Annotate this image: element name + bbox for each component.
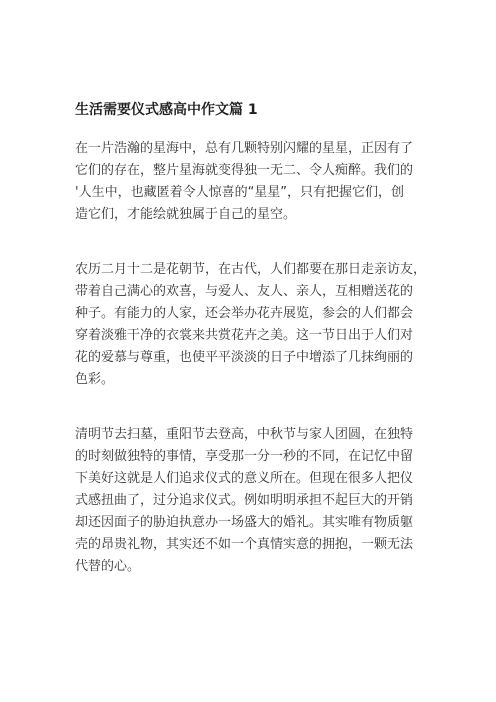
- paragraph-line: 下美好这就是人们追求仪式的意义所在。但现在很多人把仪: [75, 471, 414, 486]
- paragraph-line: 种子。有能力的人家，还会举办花卉展览，参会的人们都会: [75, 306, 414, 321]
- paragraph-line: 带着自己满心的欢喜，与爱人、友人、亲人，互相赠送花的: [75, 284, 414, 299]
- paragraph-line: 代替的心。: [75, 559, 141, 574]
- paragraph-line: 穿着淡雅干净的衣裳来共赏花卉之美。这一节日出于人们对: [75, 328, 414, 343]
- paragraph-line: 式感扭曲了，过分追求仪式。例如明明承担不起巨大的开销: [75, 493, 414, 508]
- paragraph-3: [75, 424, 435, 578]
- paragraph-2: [75, 259, 435, 391]
- paragraph-line: 清明节去扫墓，重阳节去登高，中秋节与家人团圆，在独特: [75, 427, 414, 442]
- paragraph-line: 壳的昂贵礼物，其实还不如一个真情实意的拥抱，一颗无法: [75, 537, 414, 552]
- paragraph-line: 的时刻做独特的事情，享受那一分一秒的不同，在记忆中留: [75, 449, 414, 464]
- paragraph-line: 色彩。: [75, 372, 115, 387]
- paragraph-line: 造它们，才能绘就独属于自己的星空。: [75, 207, 297, 222]
- paragraph-line: 它们的存在，整片星海就变得独一无二、令人痴醉。我们的: [75, 163, 414, 178]
- paragraph-line: 农历二月十二是花朝节，在古代，人们都要在那日走亲访友，: [75, 262, 427, 277]
- paragraph-1: [75, 138, 435, 226]
- paragraph-line: 却还因面子的胁迫执意办一场盛大的婚礼。其实唯有物质躯: [75, 515, 414, 530]
- paragraph-line: '人生中，也藏匿着令人惊喜的“星星”，只有把握它们，创: [75, 185, 405, 200]
- essay-title: 生活需要仪式感高中作文篇 1: [75, 102, 258, 118]
- paragraph-line: 在一片浩瀚的星海中，总有几颗特别闪耀的星星，正因有了: [75, 141, 414, 156]
- paragraph-line: 花的爱慕与尊重，也使平平淡淡的日子中增添了几抹绚丽的: [75, 350, 414, 365]
